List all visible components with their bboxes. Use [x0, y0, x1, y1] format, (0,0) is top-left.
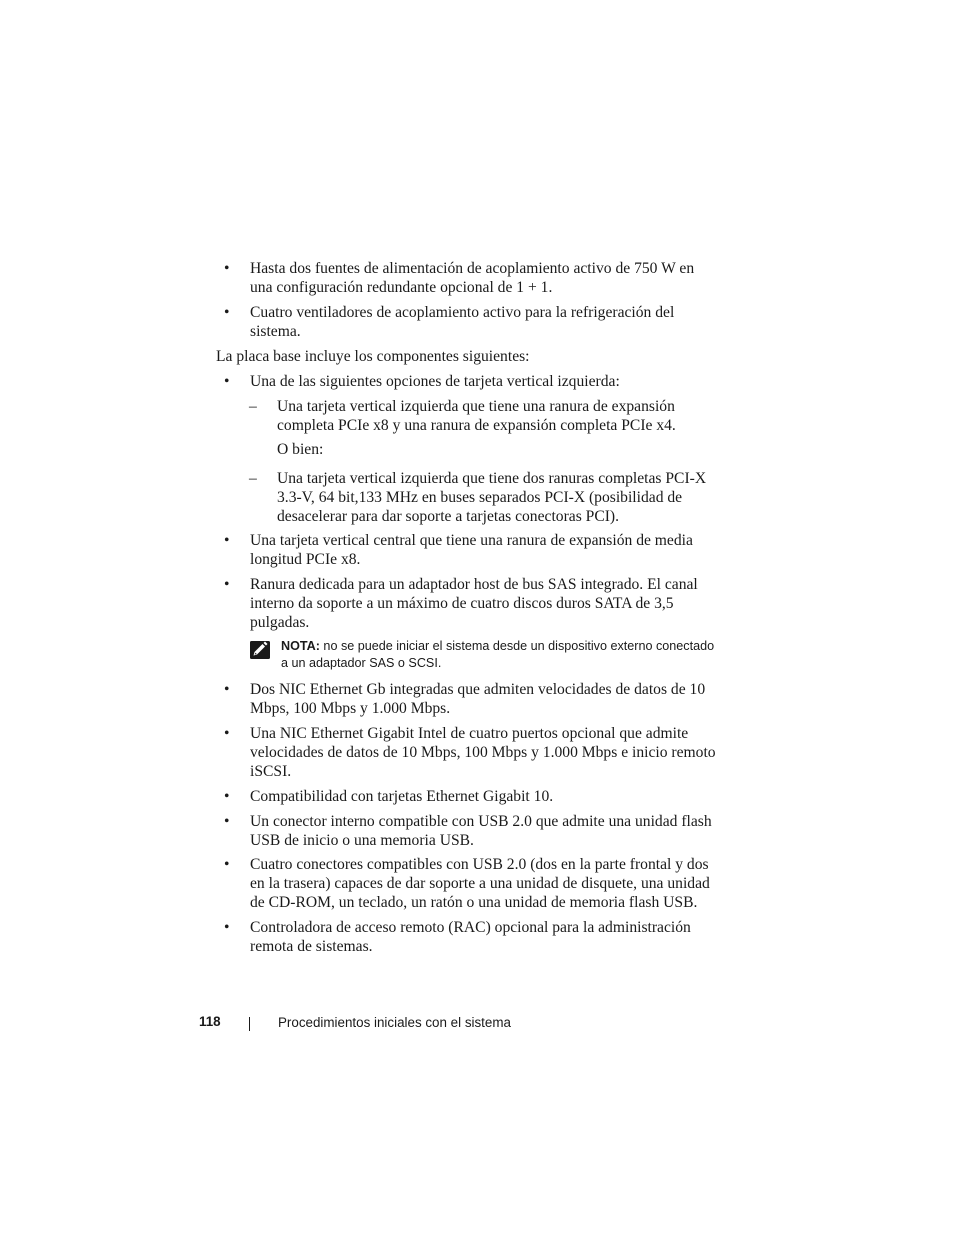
- list-item: [224, 531, 716, 569]
- list-item: [224, 855, 716, 912]
- bullet-mark: •: [224, 919, 230, 936]
- list-item-text: Controladora de acceso remoto (RAC) opcional para la administración remota de sistemas.: [250, 919, 691, 955]
- intro-paragraph: La placa base incluye los componentes siguientes:: [216, 348, 530, 365]
- bullet-mark: •: [224, 304, 230, 321]
- bullet-mark: •: [224, 373, 230, 390]
- bullet-mark: •: [224, 856, 230, 873]
- list-item-text: Compatibilidad con tarjetas Ethernet Gigabit 10.: [250, 788, 554, 805]
- note-label: NOTA:: [281, 639, 320, 653]
- list-item: [224, 372, 716, 391]
- page-number: 118: [199, 1014, 221, 1029]
- bullet-mark: •: [224, 788, 230, 805]
- list-item: [224, 724, 716, 781]
- list-item: [224, 680, 716, 718]
- dash-mark: –: [249, 470, 257, 487]
- list-item: [224, 575, 716, 632]
- or-text: O bien:: [277, 441, 324, 458]
- list-item-text: Un conector interno compatible con USB 2.0 que admite una unidad flash USB de inicio o una memoria USB.: [250, 813, 712, 849]
- bullet-mark: •: [224, 532, 230, 549]
- list-item: [224, 812, 716, 850]
- list-item-text: Dos NIC Ethernet Gb integradas que admiten velocidades de datos de 10 Mbps, 100 Mbps y 1.000 Mbps.: [250, 681, 706, 717]
- list-item: [224, 787, 716, 806]
- list-item-text: Una tarjeta vertical central que tiene una ranura de expansión de media longitud PCIe x8.: [250, 532, 693, 568]
- bullet-mark: •: [224, 260, 230, 277]
- footer-title: Procedimientos iniciales con el sistema: [278, 1015, 511, 1030]
- sub-list-item-text: Una tarjeta vertical izquierda que tiene una ranura de expansión completa PCIe x8 y una ranura de expansión completa PCIe x4.: [277, 398, 676, 434]
- bullet-mark: •: [224, 813, 230, 830]
- sub-list-item: [249, 397, 719, 435]
- bullet-mark: •: [224, 681, 230, 698]
- bullet-mark: •: [224, 576, 230, 593]
- list-item-text: Cuatro conectores compatibles con USB 2.0 (dos en la parte frontal y dos en la trasera) capaces de dar soporte a una unidad de disquete, una unidad de CD-ROM, un teclado, un ratón o una unidad de memoria flash USB.: [250, 856, 710, 911]
- footer-divider: [249, 1017, 250, 1031]
- list-item-text: Cuatro ventiladores de acoplamiento activo para la refrigeración del sistema.: [250, 304, 675, 340]
- dash-mark: –: [249, 398, 257, 415]
- note-body: no se puede iniciar el sistema desde un dispositivo externo conectado a un adaptador SAS o SCSI.: [281, 639, 715, 670]
- bullet-mark: •: [224, 725, 230, 742]
- list-item: [224, 918, 716, 956]
- list-item: [224, 259, 716, 297]
- page-footer: [0, 1014, 954, 1036]
- list-item-text: Hasta dos fuentes de alimentación de acoplamiento activo de 750 W en una configuración redundante opcional de 1 + 1.: [250, 260, 695, 296]
- list-item-text: Una de las siguientes opciones de tarjeta vertical izquierda:: [250, 373, 620, 390]
- sub-list-item: [249, 469, 719, 526]
- note-text: [281, 638, 724, 672]
- sub-list-item-text: Una tarjeta vertical izquierda que tiene dos ranuras completas PCI-X 3.3-V, 64 bit,133 MHz en buses separados PCI-X (posibilidad de desacelerar para dar soporte a tarjetas conectoras PCI).: [277, 470, 707, 525]
- list-item-text: Ranura dedicada para un adaptador host de bus SAS integrado. El canal interno da soporte a un máximo de cuatro discos duros SATA de 3,5 pulgadas.: [250, 576, 698, 631]
- note-pencil-icon: [249, 640, 271, 660]
- note-callout: [249, 638, 724, 672]
- list-item-text: Una NIC Ethernet Gigabit Intel de cuatro puertos opcional que admite velocidades de datos de 10 Mbps, 100 Mbps y 1.000 Mbps e inicio remoto iSCSI.: [250, 725, 716, 780]
- list-item: [224, 303, 716, 341]
